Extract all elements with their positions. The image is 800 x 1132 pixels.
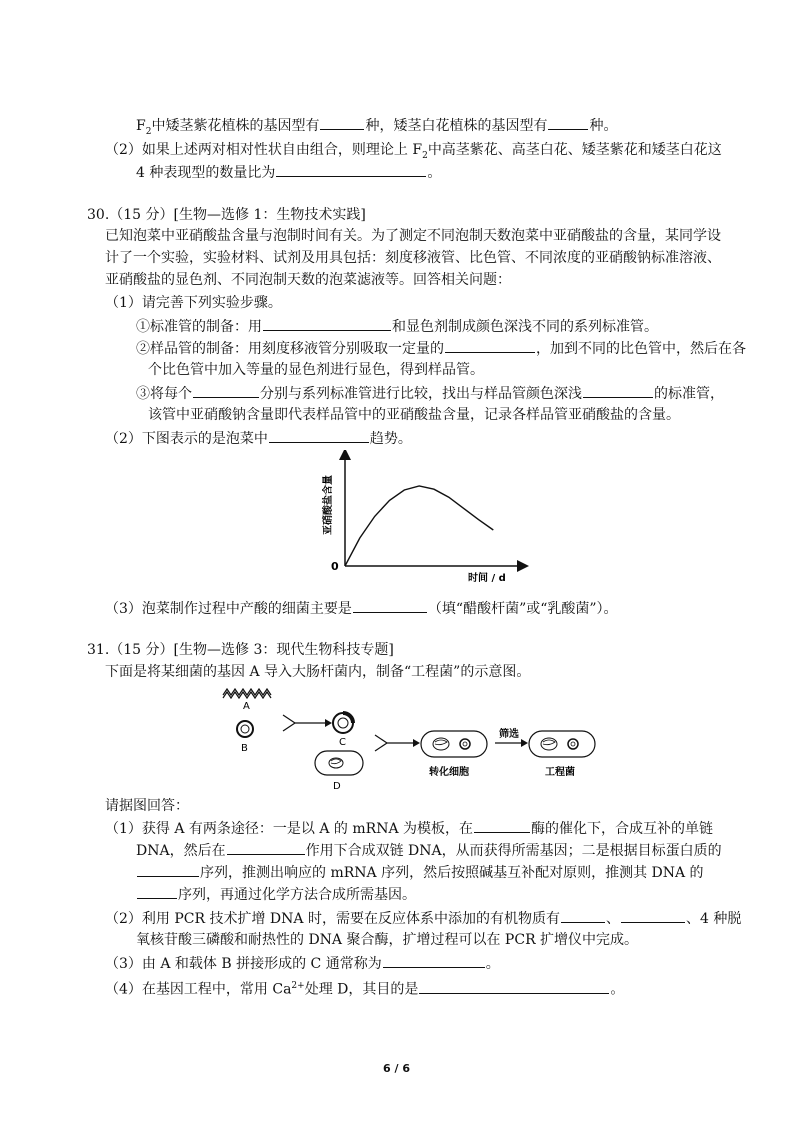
- q29-line1: $F_2$中矮茎紫花植株的基因型有 种，矮茎白花植株的基因型有 种。: [136, 115, 617, 142]
- label-transformed: 转化细胞: [429, 767, 469, 778]
- q30-part1: （1）请完善下列实验步骤。: [105, 295, 282, 311]
- gene-A-dna: [223, 689, 271, 695]
- label-D: D: [333, 781, 341, 792]
- q30-step1: ①标准管的制备：用 和显色剂制成颜色深浅不同的系列标准管。: [136, 316, 658, 337]
- answer-blank[interactable]: [474, 818, 530, 833]
- answer-blank[interactable]: [137, 862, 199, 877]
- answer-blank[interactable]: [353, 598, 427, 613]
- answer-blank[interactable]: [137, 884, 177, 899]
- q30-intro: 亚硝酸盐的显色剂、不同泡制天数的泡菜滤液等。回答相关问题：: [105, 272, 511, 288]
- answer-blank[interactable]: [419, 979, 609, 994]
- q30-step2: ②样品管的制备：用刻度移液管分别吸取一定量的 ，加到不同的比色管中，然后在各: [136, 338, 746, 359]
- q30-part2: （2）下图表示的是泡菜中 趋势。: [105, 428, 412, 449]
- q30-part3: （3）泡菜制作过程中产酸的细菌主要是 （填“醋酸杆菌”或“乳酸菌”）。: [105, 598, 618, 619]
- answer-blank[interactable]: [276, 162, 426, 177]
- q30-intro: 计了一个实验，实验材料、试剂及用具包括：刻度移液管、比色管、不同浓度的亚硝酸钠标准溶液、: [105, 250, 721, 266]
- q30-step3: ③将每个 分别与系列标准管进行比较，找出与样品管颜色深浅 的标准管，: [136, 383, 724, 404]
- x-axis-label: 时间 / d: [468, 573, 506, 584]
- nitrite-chart: [315, 450, 535, 585]
- transformed-cell: [421, 731, 487, 757]
- answer-blank[interactable]: [383, 953, 485, 968]
- q30-title: 30.（15 分）[生物—选修 1：生物技术实践]: [87, 207, 366, 223]
- label-screen: 筛选: [499, 729, 519, 740]
- gene-engineering-diagram: [215, 685, 635, 800]
- page-number: 6 / 6: [383, 1062, 410, 1075]
- q29-line3: 4 种表现型的数量比为 。: [136, 162, 441, 183]
- answer-blank[interactable]: [227, 840, 305, 855]
- answer-blank[interactable]: [320, 115, 364, 130]
- q31-part1: 序列，推测出响应的 mRNA 序列，然后按照碱基互补配对原则，推测其 DNA 的: [136, 862, 704, 883]
- q31-part3: （3）由 A 和载体 B 拼接形成的 C 通常称为 。: [105, 953, 500, 974]
- answer-blank[interactable]: [193, 383, 259, 398]
- q31-part1: 序列，再通过化学方法合成所需基因。: [136, 884, 416, 905]
- nitrite-curve: [345, 486, 493, 566]
- q31-intro: 下面是将某细菌的基因 A 导入大肠杆菌内，制备“工程菌”的示意图。: [105, 664, 531, 680]
- q31-part2: （2）利用 PCR 技术扩增 DNA 时，需要在反应体系中添加的有机物质有 、 、4 种脱: [105, 908, 741, 929]
- y-axis-label: 亚硝酸盐含量: [323, 475, 334, 535]
- join-bracket: [283, 715, 295, 731]
- q30-step3: 该管中亚硝酸钠含量即代表样品管中的亚硝酸盐含量，记录各样品管亚硝酸盐的含量。: [148, 407, 680, 423]
- answer-blank[interactable]: [269, 428, 369, 443]
- q31-ask: 请据图回答：: [105, 798, 189, 814]
- q30-intro: 已知泡菜中亚硝酸盐含量与泡制时间有关。为了测定不同泡制天数泡菜中亚硝酸盐的含量，某同学设: [105, 228, 721, 244]
- q31-part4: （4）在基因工程中，常用 $Ca^{2+}$处理 D，其目的是 。: [105, 976, 624, 1000]
- answer-blank[interactable]: [621, 908, 685, 923]
- q31-title: 31.（15 分）[生物—选修 3：现代生物科技专题]: [87, 642, 394, 658]
- answer-blank[interactable]: [263, 316, 391, 331]
- join-bracket: [375, 735, 387, 751]
- q29-line2: （2）如果上述两对相对性状自由组合，则理论上 $F_2$中高茎紫花、高茎白花、矮茎紫花和矮茎白花这: [105, 142, 722, 161]
- q31-part1: （1）获得 A 有两条途径：一是以 A 的 mRNA 为模板，在 酶的催化下，合成互补的单链: [105, 818, 713, 839]
- label-A: A: [243, 701, 250, 712]
- answer-blank[interactable]: [445, 338, 535, 353]
- plasmid-B: [237, 721, 253, 737]
- label-engineered: 工程菌: [545, 767, 575, 778]
- q31-part2: 氧核苷酸三磷酸和耐热性的 DNA 聚合酶，扩增过程可以在 PCR 扩增仪中完成。: [136, 932, 639, 948]
- answer-blank[interactable]: [583, 383, 653, 398]
- bacterium-D: [315, 751, 363, 775]
- answer-blank[interactable]: [548, 115, 588, 130]
- q30-step2: 个比色管中加入等量的显色剂进行显色，得到样品管。: [148, 362, 484, 378]
- engineered-bacterium: [529, 731, 595, 757]
- label-B: B: [241, 743, 248, 754]
- q31-part1: DNA，然后在 作用下合成双链 DNA，从而获得所需基因；二是根据目标蛋白质的: [136, 840, 722, 861]
- answer-blank[interactable]: [561, 908, 605, 923]
- origin-label: 0: [331, 560, 339, 573]
- label-C: C: [339, 737, 346, 748]
